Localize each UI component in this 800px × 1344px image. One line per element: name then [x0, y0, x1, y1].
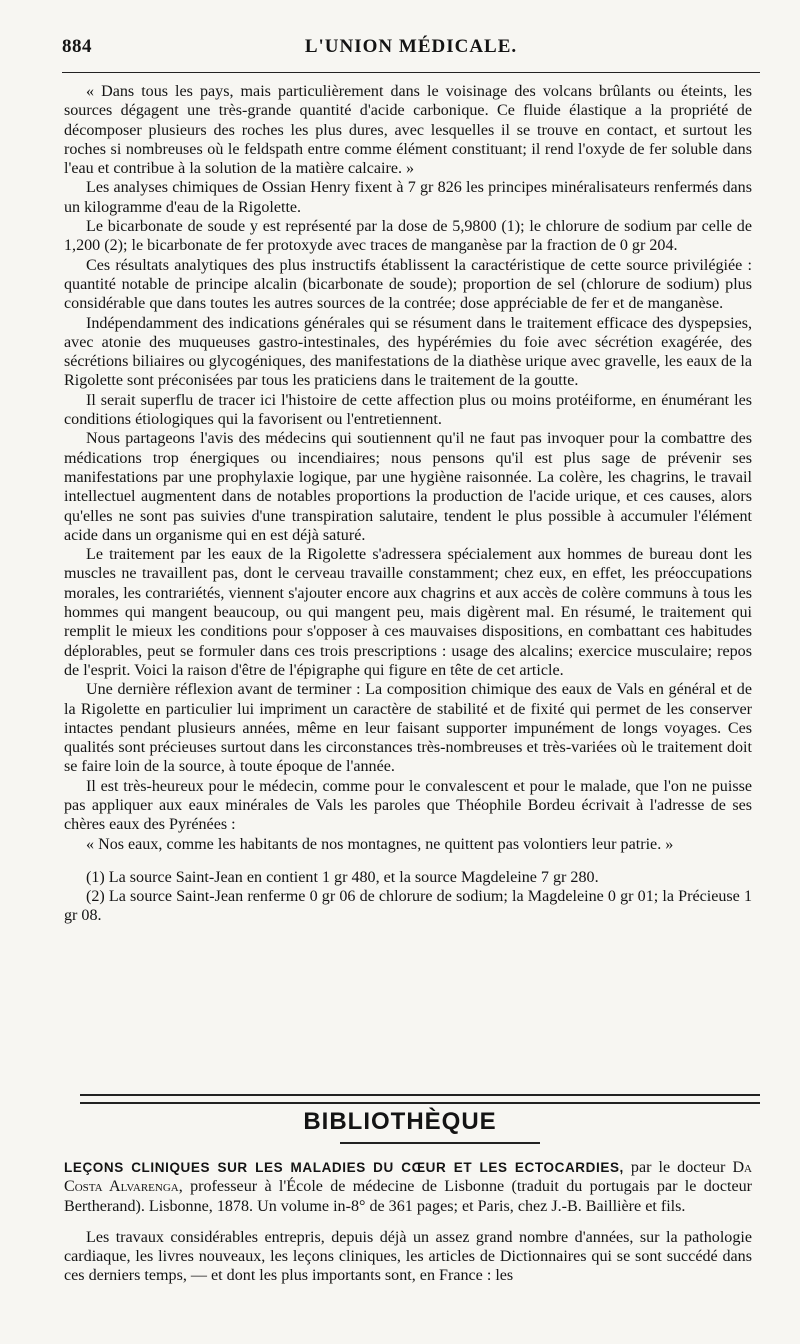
- book-review: [64, 1158, 752, 1286]
- paragraph: Il serait superflu de tracer ici l'histoire de cette affection plus ou moins protéiforme, en énumérant les conditions étiologiques qui la favorisent ou l'entretiennent.: [64, 391, 752, 429]
- footnotes: [64, 868, 752, 926]
- paragraph: Une dernière réflexion avant de terminer : La composition chimique des eaux de Vals en général et de la Rigolette en particulier lui impriment un caractère de stabilité et de fixité qui permet de les conserver intactes pendant plusieurs années, même en leur faisant supporter impunément de longs voyages. Ces qualités sont précieuses surtout dans les circonstances très-nombreuses et très-variées où le traitement doit se faire loin de la source, à toute époque de l'année.: [64, 681, 752, 776]
- paragraph: « Dans tous les pays, mais particulièrement dans le voisinage des volcans brûlants ou éteints, les sources dégagent une très-grande quantité d'acide carbonique. Ce fluide élastique a la propriété de décomposer plusieurs des roches les plus dures, avec lesquelles il se trouve en contact, et surtout les roches si nombreuses où le feldspath entre comme élément constituant; il rend l'oxyde de fer soluble dans l'eau et contribue à la solution de la matière calcaire. »: [64, 83, 752, 178]
- footnote: (1) La source Saint-Jean en contient 1 gr 480, et la source Magdeleine 7 gr 280.: [86, 868, 599, 886]
- paragraph: Nous partageons l'avis des médecins qui soutiennent qu'il ne faut pas invoquer pour la combattre des médications trop énergiques ou incendiaires; nous pensons qu'il est plus sage de prévenir ses manifestations par une prophylaxie logique, par une hygiène raisonnée. La colère, les chagrins, le travail intellectuel augmentent dans de notables proportions la production de l'acide urique, et ces causes, alors qu'elles ne sont pas suivies d'une transpiration salutaire, tendent le plus possible à accumuler l'élément acide dans un organisme qui en est déjà saturé.: [64, 430, 752, 544]
- review-by: par le docteur: [623, 1159, 733, 1176]
- review-citation: [64, 1158, 752, 1216]
- article-body: [64, 82, 752, 926]
- paragraph: Indépendamment des indications générales qui se résument dans le traitement efficace des dyspepsies, avec atonie des muqueuses gastro-intestinales, des hypérémies du foie avec sécrétion exagérée, des sécrétions biliaires ou glycogéniques, des manifestations de la diathèse urique avec gravelle, les eaux de la Rigolette sont préconisées par tous les praticiens dans le traitement de la goutte.: [64, 314, 752, 390]
- paragraph: Les analyses chimiques de Ossian Henry fixent à 7 gr 826 les principes minéralisateurs renfermés dans un kilogramme d'eau de la Rigolette.: [64, 179, 752, 216]
- section-divider: [80, 1094, 760, 1104]
- book-title: LEÇONS CLINIQUES SUR LES MALADIES DU CŒUR ET LES ECTOCARDIES,: [64, 1160, 624, 1175]
- book-details: , professeur à l'École de médecine de Lisbonne (traduit du portugais par le docteur Bertherand). Lisbonne, 1878. Un volume in-8° de 361 pages; et Paris, chez J.-B. Baillière et fils.: [64, 1178, 752, 1215]
- page-header: [62, 34, 760, 64]
- running-title: L'UNION MÉDICALE.: [304, 36, 518, 57]
- footnote: (2) La source Saint-Jean renferme 0 gr 06 de chlorure de sodium; la Magdeleine 0 gr 01; la Précieuse 1 gr 08.: [64, 888, 752, 925]
- header-rule: [62, 72, 760, 73]
- paragraph: Il est très-heureux pour le médecin, comme pour le convalescent et pour le malade, que l'on ne puisse pas appliquer aux eaux minérales de Vals les paroles que Théophile Bordeu écrivait à l'adresse de ses chères eaux des Pyrénées :: [64, 777, 752, 834]
- section-title-underline: [340, 1142, 540, 1144]
- review-paragraph: Les travaux considérables entrepris, depuis déjà un assez grand nombre d'années, sur la pathologie cardiaque, les livres nouveaux, les leçons cliniques, les articles de Dictionnaires qui se sont succédé dans ces derniers temps, — et dont les plus importants sont, en France : les: [64, 1228, 752, 1285]
- epigraph-quote: « Nos eaux, comme les habitants de nos montagnes, ne quittent pas volontiers leur patrie. »: [86, 835, 674, 853]
- footnote-separator: [64, 854, 752, 868]
- paragraph: Le bicarbonate de soude y est représenté par la dose de 5,9800 (1); le chlorure de sodium par celle de 1,200 (2); le bicarbonate de fer protoxyde avec traces de manganèse par la fraction de 0 gr 204.: [64, 218, 752, 255]
- page-number: 884: [62, 36, 92, 57]
- paragraph: Le traitement par les eaux de la Rigolette s'adressera spécialement aux hommes de bureau dont les muscles ne travaillent pas, dont le cerveau travaille constamment; chez eux, en effet, les préoccupations morales, les contrariétés, viennent s'ajouter encore aux chagrins et aux accès de colère communs à tous les hommes qui mangent beaucoup, ou qui mangent peu, mais digèrent mal. En résumé, le traitement qui remplit le mieux les conditions pour s'opposer à ces mauvaises dispositions, en combattant ces habitudes déplorables, peut se formuler dans ces trois prescriptions : usage des alcalins; exercice musculaire; repos de l'esprit. Voici la raison d'être de l'épigraphe qui figure en tête de cet article.: [64, 546, 752, 679]
- paragraph: Ces résultats analytiques des plus instructifs établissent la caractéristique de cette source privilégiée : quantité notable de principe alcalin (bicarbonate de soude); proportion de sel (chlorure de sodium) plus considérable que dans toutes les autres sources de la contrée; dose appréciable de fer et de manganèse.: [64, 256, 752, 313]
- book-author: Da Costa Alvarenga: [64, 1159, 753, 1196]
- section-title: BIBLIOTHÈQUE: [303, 1108, 497, 1135]
